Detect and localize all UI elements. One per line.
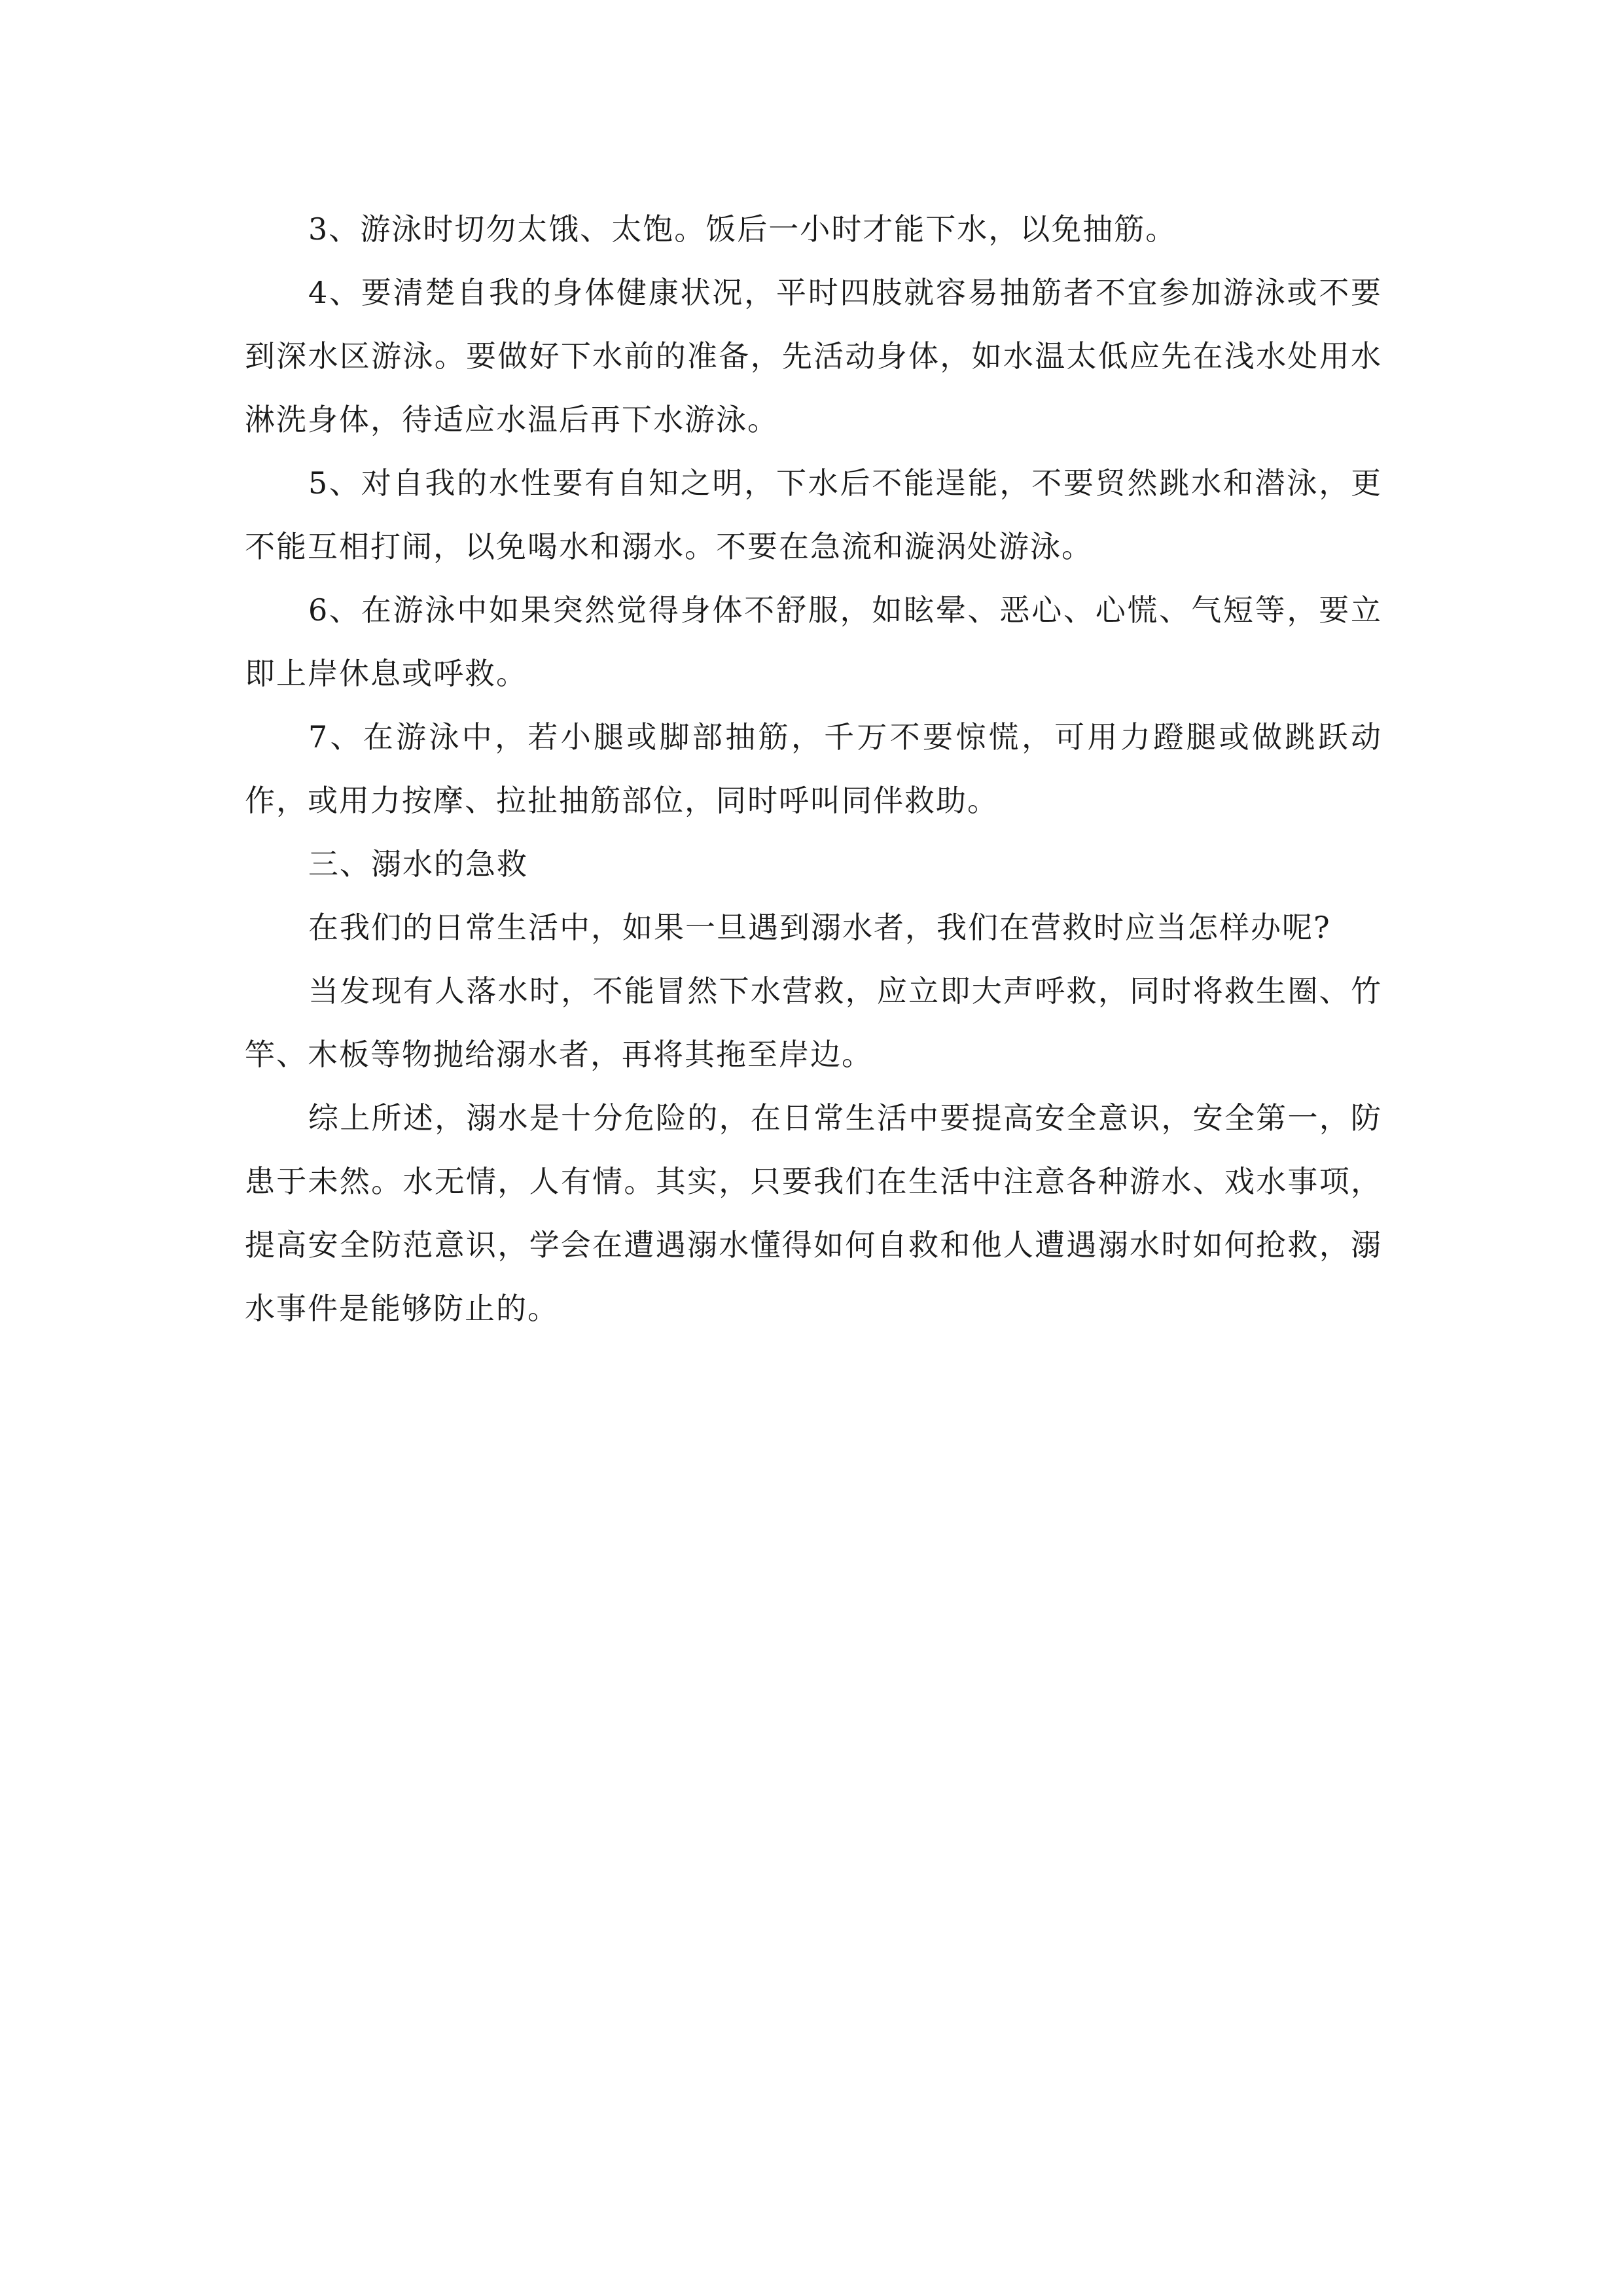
paragraph-tip-7: 7、在游泳中，若小腿或脚部抽筋，千万不要惊慌，可用力蹬腿或做跳跃动作，或用力按摩、拉扯抽筋部位，同时呼叫同伴救助。 bbox=[245, 719, 1382, 818]
paragraph-tip-6: 6、在游泳中如果突然觉得身体不舒服，如眩晕、恶心、心慌、气短等，要立即上岸休息或呼救。 bbox=[245, 592, 1382, 691]
paragraph-tip-4: 4、要清楚自我的身体健康状况，平时四肢就容易抽筋者不宜参加游泳或不要到深水区游泳。要做好下水前的准备，先活动身体，如水温太低应先在浅水处用水淋洗身体，待适应水温后再下水游泳。 bbox=[245, 275, 1382, 437]
document-body bbox=[245, 198, 1382, 1340]
paragraph-conclusion: 综上所述，溺水是十分危险的，在日常生活中要提高安全意识，安全第一，防患于未然。水无情，人有情。其实，只要我们在生活中注意各种游水、戏水事项，提高安全防范意识，学会在遭遇溺水懂得如何自救和他人遭遇溺水时如何抢救，溺水事件是能够防止的。 bbox=[245, 1100, 1382, 1326]
paragraph-tip-5: 5、对自我的水性要有自知之明，下水后不能逞能，不要贸然跳水和潜泳，更不能互相打闹，以免喝水和溺水。不要在急流和漩涡处游泳。 bbox=[245, 465, 1382, 564]
section-heading-rescue: 三、溺水的急救 bbox=[308, 846, 528, 882]
paragraph-question: 在我们的日常生活中，如果一旦遇到溺水者，我们在营救时应当怎样办呢? bbox=[308, 910, 1331, 945]
paragraph-tip-3: 3、游泳时切勿太饿、太饱。饭后一小时才能下水，以免抽筋。 bbox=[308, 211, 1177, 247]
paragraph-rescue-method: 当发现有人落水时，不能冒然下水营救，应立即大声呼救，同时将救生圈、竹竿、木板等物抛给溺水者，再将其拖至岸边。 bbox=[245, 973, 1382, 1072]
